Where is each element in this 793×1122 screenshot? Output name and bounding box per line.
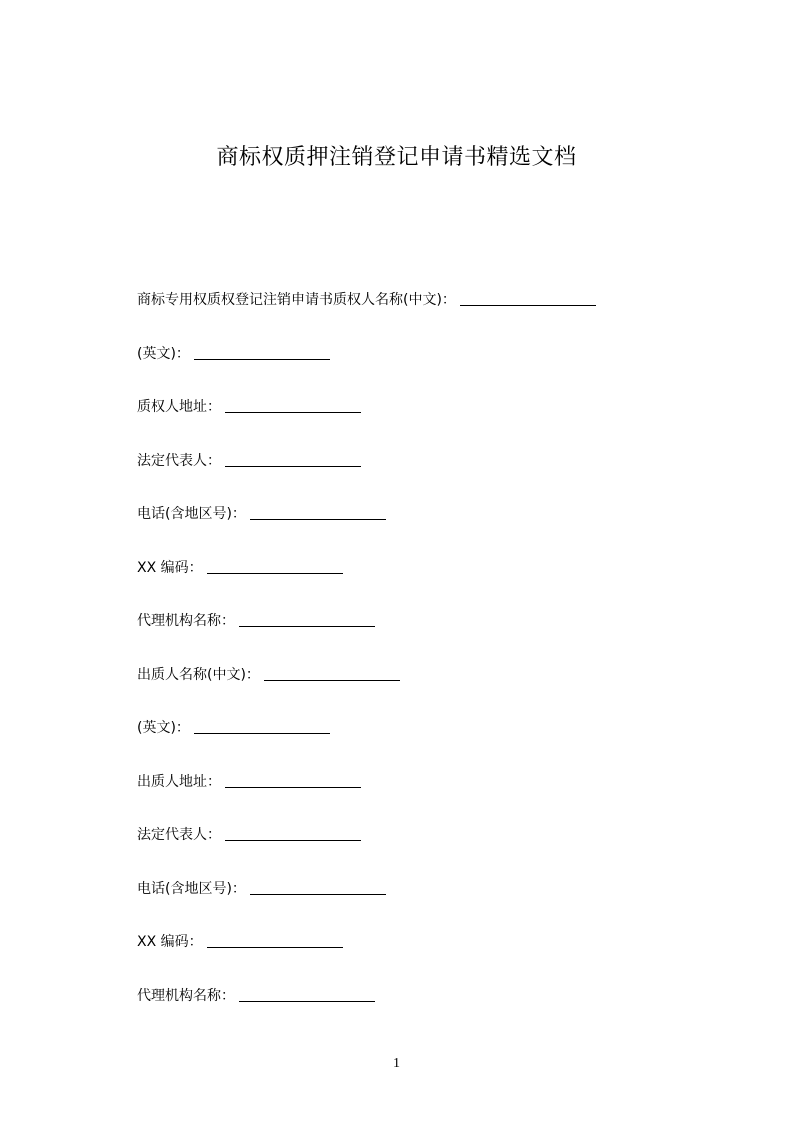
fill-in-blank[interactable] <box>225 823 361 841</box>
field-label: 电话(含地区号)： <box>137 506 246 522</box>
field-pledgor-legal-rep <box>137 823 757 877</box>
document-title: 商标权质押注销登记申请书精选文档 <box>216 145 577 170</box>
fill-in-blank[interactable] <box>225 449 361 467</box>
fill-in-blank[interactable] <box>194 716 330 734</box>
field-label: (英文)： <box>137 345 190 362</box>
field-pledgee-agency <box>137 609 757 663</box>
field-pledgor-phone <box>137 877 757 931</box>
field-label: 电话(含地区号)： <box>137 880 246 897</box>
field-pledgee-name-cn <box>137 288 757 342</box>
field-label: 法定代表人： <box>137 827 221 843</box>
fill-in-blank[interactable] <box>460 288 596 306</box>
fill-in-blank[interactable] <box>225 395 361 413</box>
fill-in-blank[interactable] <box>239 609 375 627</box>
field-label: 代理机构名称： <box>137 987 235 1004</box>
field-label: 出质人名称(中文)： <box>137 666 260 683</box>
field-label: XX 编码： <box>137 934 203 950</box>
field-pledgor-name-en <box>137 716 757 770</box>
field-pledgor-agency <box>137 984 757 1038</box>
field-label: (英文)： <box>137 720 190 736</box>
fill-in-blank[interactable] <box>194 342 330 360</box>
field-pledgor-address <box>137 770 757 824</box>
fill-in-blank[interactable] <box>207 556 343 574</box>
field-label: 质权人地址： <box>137 399 221 415</box>
field-pledgee-postcode <box>137 556 757 610</box>
field-pledgor-name-cn <box>137 663 757 717</box>
application-form <box>137 288 757 1037</box>
field-pledgee-name-en <box>137 342 757 396</box>
fill-in-blank[interactable] <box>207 930 343 948</box>
field-label: 代理机构名称： <box>137 613 235 629</box>
field-label: 出质人地址： <box>137 773 221 790</box>
field-label: 商标专用权质权登记注销申请书质权人名称(中文)： <box>137 292 456 308</box>
page-number: 1 <box>393 1056 400 1071</box>
field-pledgee-legal-rep <box>137 449 757 503</box>
field-pledgee-address <box>137 395 757 449</box>
field-label: XX 编码： <box>137 559 203 576</box>
fill-in-blank[interactable] <box>250 877 386 895</box>
field-label: 法定代表人： <box>137 452 221 469</box>
field-pledgee-phone <box>137 502 757 556</box>
fill-in-blank[interactable] <box>225 770 361 788</box>
fill-in-blank[interactable] <box>264 663 400 681</box>
fill-in-blank[interactable] <box>239 984 375 1002</box>
field-pledgor-postcode <box>137 930 757 984</box>
fill-in-blank[interactable] <box>250 502 386 520</box>
